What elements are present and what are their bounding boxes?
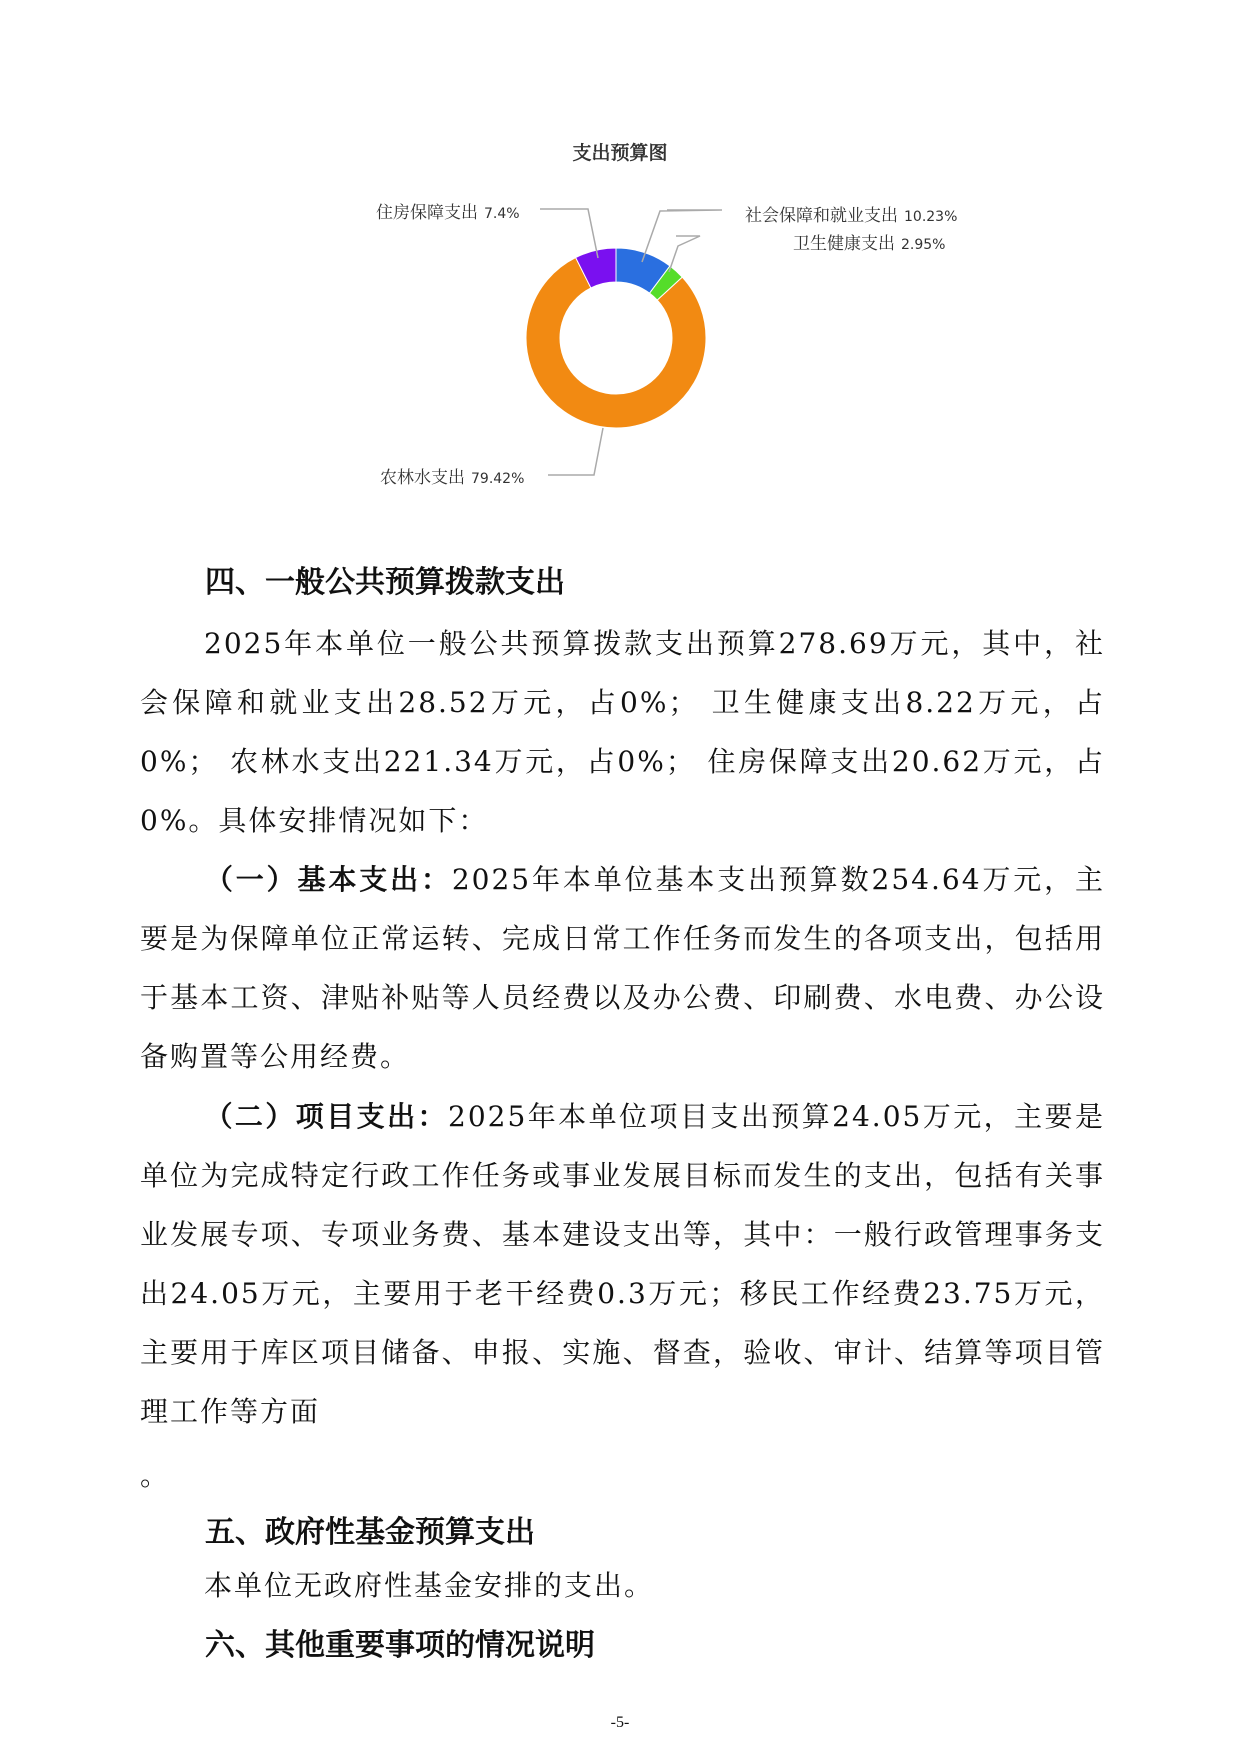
- section5-paragraph: 本单位无政府性基金安排的支出。: [204, 1569, 655, 1602]
- leader-line-health: [669, 236, 700, 272]
- slice-label-agriculture: [380, 463, 524, 488]
- slice-label-health: [793, 229, 945, 254]
- project-expense-paragraph: （二）项目支出：2025年本单位项目支出预算24.05万元，主要是单位为完成特定行政工作任务或事业发展目标而发生的支出，包括有关事业发展专项、专项业务费、基本建设支出等，其中：一般行政管理事务支出24.05万元，主要用于老干经费0.3万元；移民工作经费23.75万元，主要用于库区项目储备、申报、实施、督查，验收、审计、结算等项目管理工作等方面: [140, 1100, 1105, 1428]
- slice-name: 社会保障和就业支出: [745, 206, 898, 226]
- slice-percent: 2.95%: [901, 237, 946, 253]
- leader-line-housing: [540, 209, 598, 258]
- slice-label-housing: [376, 198, 520, 223]
- slice-percent: 79.42%: [471, 471, 525, 487]
- basic-expense-paragraph: （一）基本支出：2025年本单位基本支出预算数254.64万元，主要是为保障单位正常运转、完成日常工作任务而发生的各项支出，包括用于基本工资、津贴补贴等人员经费以及办公费、印刷费、水电费、办公设备购置等公用经费。: [140, 863, 1105, 1073]
- slice-agriculture: [526, 258, 706, 428]
- chart-title: 支出预算图: [572, 142, 668, 164]
- slice-percent: 7.4%: [484, 206, 520, 222]
- basic-expense-label: （一）基本支出：: [204, 863, 452, 896]
- page-number: -5-: [610, 1714, 630, 1731]
- leader-line-agriculture: [548, 428, 603, 475]
- section5-heading: 五、政府性基金预算支出: [205, 1515, 535, 1550]
- project-expense-label: （二）项目支出：: [204, 1100, 449, 1133]
- section4-paragraph: 2025年本单位一般公共预算拨款支出预算278.69万元，其中，社会保障和就业支出28.52万元，占0%； 卫生健康支出8.22万元，占0%； 农林水支出221.34万元，占0%； 住房保障支出20.62万元，占0%。具体安排情况如下：: [140, 627, 1105, 837]
- slice-name: 农林水支出: [380, 468, 465, 488]
- donut-chart: [0, 0, 1240, 500]
- section4-heading: 四、一般公共预算拨款支出: [205, 565, 565, 600]
- slice-label-social-security: [745, 201, 957, 226]
- slice-name: 卫生健康支出: [793, 234, 895, 254]
- slice-percent: 10.23%: [904, 209, 958, 225]
- slice-name: 住房保障支出: [376, 203, 478, 223]
- section6-heading: 六、其他重要事项的情况说明: [205, 1628, 595, 1663]
- stray-punctuation: 。: [140, 1459, 171, 1492]
- expense-budget-chart: [0, 0, 1240, 500]
